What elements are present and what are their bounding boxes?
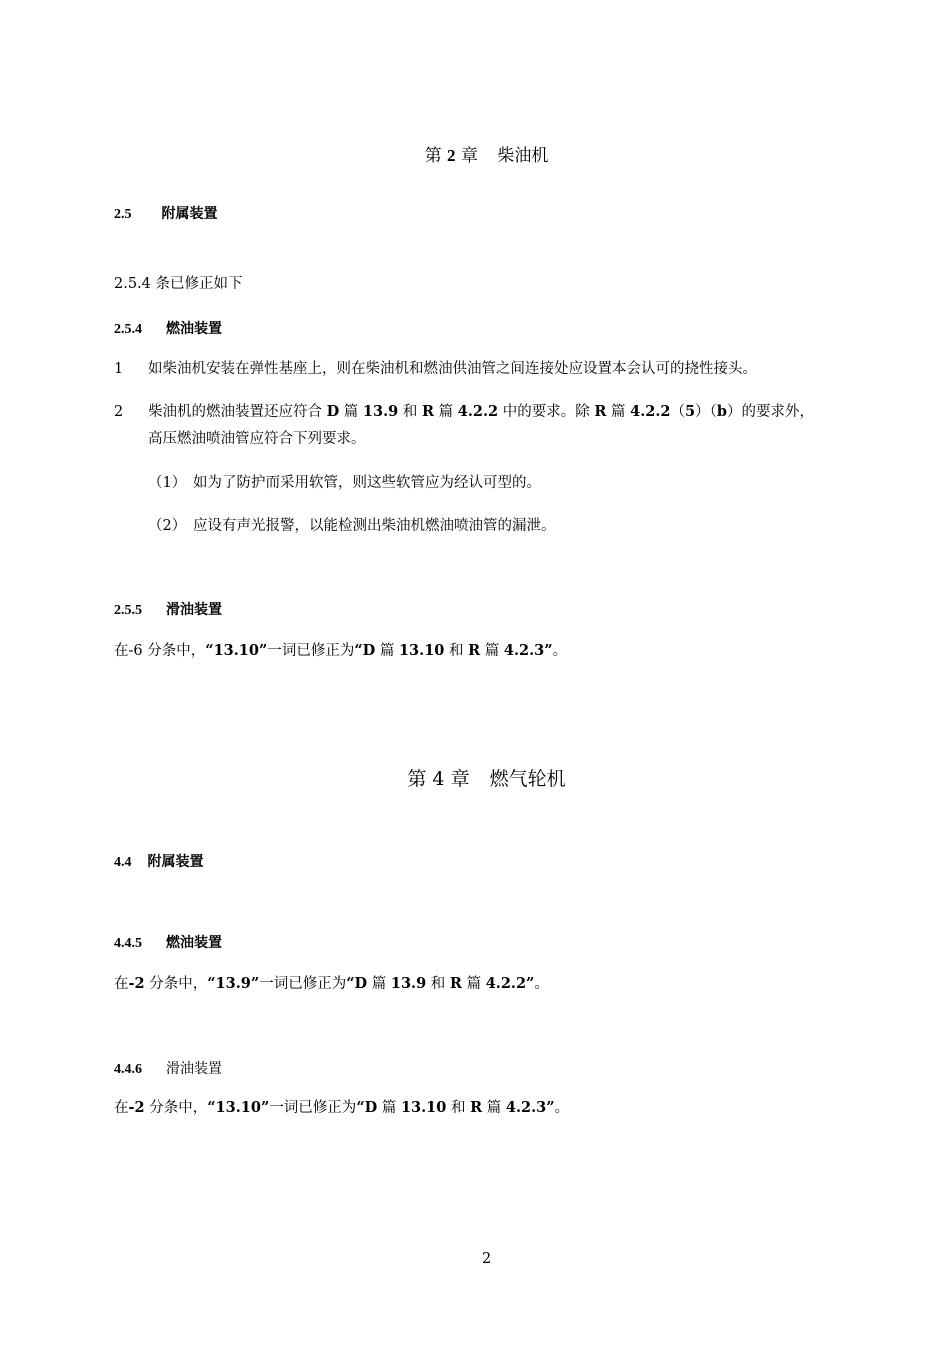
chapter-suffix: 章 xyxy=(460,146,478,166)
chapter-prefix: 第 xyxy=(424,146,442,166)
section-number: 2.5.5 xyxy=(114,603,142,618)
section-number: 4.4.5 xyxy=(114,936,142,951)
sub-item-1 xyxy=(148,472,186,494)
section-2-5-4-heading xyxy=(114,318,222,338)
list-item-1 xyxy=(114,358,123,380)
chapter-number: 4 xyxy=(432,768,445,790)
section-title: 燃油装置 xyxy=(166,321,222,337)
list-item-2 xyxy=(114,401,123,423)
list-item-2-text-line2: 高压燃油喷油管应符合下列要求。 xyxy=(148,431,366,447)
section-number: 4.4 xyxy=(114,855,132,870)
chapter-2-title xyxy=(0,141,950,166)
chapter-number: 2 xyxy=(447,146,456,165)
section-2-5-5-paragraph: 在-6 分条中，“13.10”一词已修正为“D 篇 13.10 和 R 篇 4.2.3”。 xyxy=(114,642,568,659)
section-title: 附属装置 xyxy=(147,854,204,870)
chapter-4-title xyxy=(0,764,950,791)
section-4-4-heading xyxy=(114,851,204,871)
sub-item-1-text: 如为了防护而采用软管，则这些软管应为经认可型的。 xyxy=(193,475,541,491)
chapter-suffix: 章 xyxy=(450,768,470,790)
section-title: 滑油装置 xyxy=(166,602,222,618)
section-title: 燃油装置 xyxy=(166,935,222,951)
list-item-2-text: 柴油机的燃油装置还应符合 D 篇 13.9 和 R 篇 4.2.2 中的要求。除 R 篇 4.2.2（5）（b）的要求外， xyxy=(148,403,814,420)
section-2-5-heading xyxy=(114,203,218,223)
section-4-4-5-heading xyxy=(114,932,222,952)
sub-item-2-text: 应设有声光报警，以能检测出柴油机燃油喷油管的漏泄。 xyxy=(193,518,556,534)
item-number: 2 xyxy=(114,404,124,420)
list-item-1-text: 如柴油机安装在弹性基座上，则在柴油机和燃油供油管之间连接处应设置本会认可的挠性接头。 xyxy=(148,361,757,377)
sub-item-number: （2） xyxy=(148,518,187,534)
section-4-4-5-paragraph: 在-2 分条中，“13.9”一词已修正为“D 篇 13.9 和 R 篇 4.2.2”。 xyxy=(114,975,549,992)
section-4-4-6-heading xyxy=(114,1058,222,1078)
section-title: 附属装置 xyxy=(161,206,218,222)
chapter-name: 柴油机 xyxy=(497,146,549,166)
section-4-4-6-paragraph: 在-2 分条中，“13.10”一词已修正为“D 篇 13.10 和 R 篇 4.2.3”。 xyxy=(114,1099,570,1116)
section-number: 2.5 xyxy=(114,207,132,222)
section-number: 2.5.4 xyxy=(114,322,142,337)
section-title: 滑油装置 xyxy=(166,1061,222,1077)
chapter-name: 燃气轮机 xyxy=(489,768,566,790)
section-2-5-5-heading xyxy=(114,599,222,619)
chapter-prefix: 第 xyxy=(407,768,427,790)
sub-item-2 xyxy=(148,515,186,537)
section-number: 4.4.6 xyxy=(114,1062,142,1077)
amendment-note: 2.5.4 条已修正如下 xyxy=(114,276,243,292)
item-number: 1 xyxy=(114,361,124,377)
page-number: 2 xyxy=(482,1251,492,1267)
sub-item-number: （1） xyxy=(148,475,187,491)
